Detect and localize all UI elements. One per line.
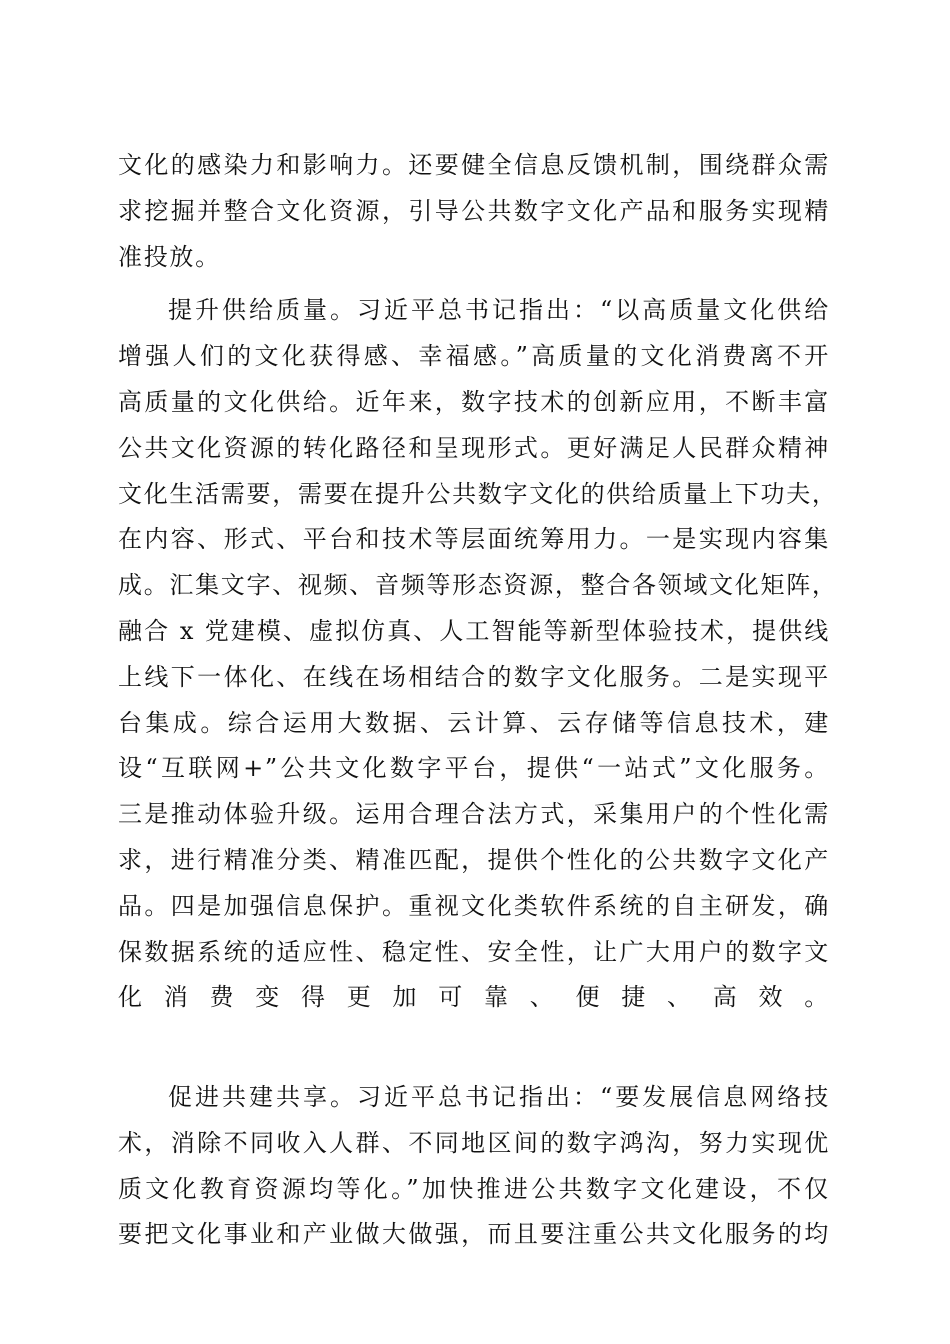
text-line: 文化生活需要，需要在提升公共数字文化的供给质量上下功夫， xyxy=(118,479,838,508)
paragraph-1 xyxy=(118,143,830,280)
text-line: 公共文化资源的转化路径和呈现形式。更好满足人民群众精神 xyxy=(118,433,830,462)
text-line: 求挖掘并整合文化资源，引导公共数字文化产品和服务实现精 xyxy=(118,196,830,225)
text-line: 高质量的文化供给。近年来，数字技术的创新应用，不断丰富 xyxy=(118,387,830,416)
text-line xyxy=(118,1021,830,1067)
text-line: 促进共建共享。习近平总书记指出：“要发展信息网络技 xyxy=(168,1082,830,1111)
paragraph-3 xyxy=(118,1075,830,1258)
text-line: 质文化教育资源均等化。”加快推进公共数字文化建设，不仅 xyxy=(118,1174,830,1203)
text-line: 化消费变得更加可靠、便捷、高效。 xyxy=(118,983,830,1012)
text-line: 要把文化事业和产业做大做强，而且要注重公共文化服务的均 xyxy=(118,1220,830,1249)
text-line: 融合 x 党建模、虚拟仿真、人工智能等新型体验技术，提供线 xyxy=(118,616,830,645)
text-line: 台集成。综合运用大数据、云计算、云存储等信息技术，建 xyxy=(118,708,830,737)
text-line: 在内容、形式、平台和技术等层面统筹用力。一是实现内容集 xyxy=(118,525,830,554)
text-line: 求，进行精准分类、精准匹配，提供个性化的公共数字文化产 xyxy=(118,845,830,874)
text-line: 术，消除不同收入人群、不同地区间的数字鸿沟，努力实现优 xyxy=(118,1128,830,1157)
text-line: 设“互联网+”公共文化数字平台，提供“一站式”文化服务。 xyxy=(118,754,830,783)
paragraph-2 xyxy=(118,288,838,1067)
text-line: 准投放。 xyxy=(118,242,221,271)
text-line: 增强人们的文化获得感、幸福感。”高质量的文化消费离不开 xyxy=(118,342,830,371)
text-line: 成。汇集文字、视频、音频等形态资源，整合各领域文化矩阵， xyxy=(118,571,838,600)
text-line: 三是推动体验升级。运用合理合法方式，采集用户的个性化需 xyxy=(118,800,830,829)
text-line: 提升供给质量。习近平总书记指出：“以高质量文化供给 xyxy=(168,296,830,325)
text-line: 上线下一体化、在线在场相结合的数字文化服务。二是实现平 xyxy=(118,662,830,691)
paragraph-gap xyxy=(118,280,830,288)
text-line: 品。四是加强信息保护。重视文化类软件系统的自主研发，确 xyxy=(118,891,830,920)
body-text xyxy=(118,143,838,1258)
paragraph-gap xyxy=(118,1067,830,1075)
text-line: 文化的感染力和影响力。还要健全信息反馈机制，围绕群众需 xyxy=(118,151,830,179)
text-line: 保数据系统的适应性、稳定性、安全性，让广大用户的数字文 xyxy=(118,937,830,966)
